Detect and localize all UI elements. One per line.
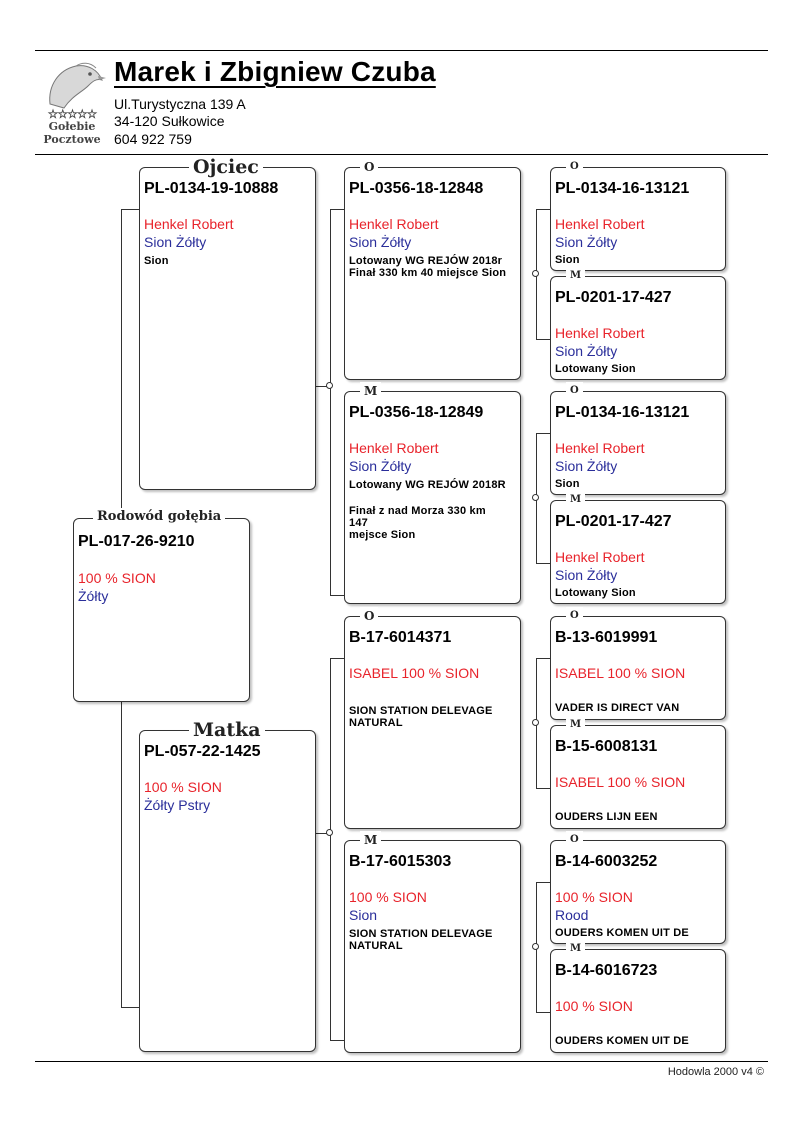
connector-mmm-stub	[536, 1012, 550, 1013]
fmf-breeder: Henkel Robert	[555, 440, 645, 456]
fmm-ring: PL-0201-17-427	[555, 513, 672, 530]
fm-color: Sion Żółty	[349, 458, 412, 474]
connector-mff-stub	[536, 658, 550, 659]
mmf-breed: 100 % SION	[555, 889, 633, 905]
mfm-card	[550, 725, 726, 829]
pigeon-logo	[36, 56, 108, 148]
connector-mm-stub	[330, 1040, 344, 1041]
fm-label: M	[360, 382, 381, 400]
pedigree-label: Rodowód gołębia	[93, 508, 225, 526]
connector-ffm-stub	[536, 339, 550, 340]
connector-fm-stub	[330, 595, 344, 596]
connector-dot-mf	[532, 719, 539, 726]
ffm-ring: PL-0201-17-427	[555, 289, 672, 306]
mm-note1: SION STATION DELEVAGE	[349, 928, 493, 940]
ff-label: O	[360, 158, 378, 176]
fff-breeder: Henkel Robert	[555, 216, 645, 232]
connector-mmf-stub	[536, 882, 550, 883]
father-ring: PL-0134-19-10888	[144, 180, 279, 197]
ffm-note: Lotowany Sion	[555, 363, 636, 375]
subject-ring: PL-017-26-9210	[78, 533, 195, 550]
mmf-ring: B-14-6003252	[555, 853, 658, 870]
address-line2: 34-120 Sułkowice	[114, 113, 225, 129]
connector-fmm-stub	[536, 563, 550, 564]
header-top-rule	[35, 50, 768, 51]
fm-note1: Lotowany WG REJÓW 2018R	[349, 479, 506, 491]
fmf-card	[550, 391, 726, 495]
mmf-label: O	[566, 831, 583, 849]
ffm-breeder: Henkel Robert	[555, 325, 645, 341]
fmm-label: M	[566, 491, 585, 509]
connector-subject-father	[121, 209, 122, 520]
father-breeder: Henkel Robert	[144, 216, 234, 232]
logo-text-line2: Pocztowe	[43, 133, 101, 146]
mm-note2: NATURAL	[349, 940, 403, 952]
ff-breeder: Henkel Robert	[349, 216, 439, 232]
connector-fmf-stub	[536, 433, 550, 434]
connector-fff-stub	[536, 209, 550, 210]
connector-mf-stub	[330, 658, 344, 659]
mff-note: VADER IS DIRECT VAN	[555, 702, 680, 714]
fm-note4: mejsce Sion	[349, 529, 416, 541]
logo-text-line1: Gołebie	[48, 120, 96, 133]
mother-breed: 100 % SION	[144, 779, 222, 795]
mff-breed: ISABEL 100 % SION	[555, 665, 686, 681]
ffm-card	[550, 276, 726, 380]
fm-ring: PL-0356-18-12849	[349, 404, 484, 421]
mfm-breed: ISABEL 100 % SION	[555, 774, 686, 790]
mmf-card	[550, 840, 726, 944]
connector-ff-stub	[330, 209, 344, 210]
header-bottom-rule	[35, 154, 768, 155]
fff-color: Sion Żółty	[555, 234, 618, 250]
mmm-note: OUDERS KOMEN UIT DE	[555, 1035, 689, 1047]
mff-ring: B-13-6019991	[555, 629, 658, 646]
mff-label: O	[566, 607, 583, 625]
mmf-color: Rood	[555, 907, 589, 923]
software-credit: Hodowla 2000 v4 ©	[667, 1066, 764, 1078]
mf-breed: ISABEL 100 % SION	[349, 665, 480, 681]
mmm-ring: B-14-6016723	[555, 962, 658, 979]
fmf-note: Sion	[555, 478, 580, 490]
fff-label: O	[566, 158, 583, 176]
ff-ring: PL-0356-18-12848	[349, 180, 484, 197]
mm-ring: B-17-6015303	[349, 853, 452, 870]
mmf-note: OUDERS KOMEN UIT DE	[555, 927, 689, 939]
mfm-note: OUDERS LIJN EEN	[555, 811, 658, 823]
mf-ring: B-17-6014371	[349, 629, 452, 646]
subject-card	[73, 518, 250, 702]
fff-card	[550, 167, 726, 271]
father-label: Ojciec	[189, 158, 263, 176]
mm-breed: 100 % SION	[349, 889, 427, 905]
mm-color: Sion	[349, 907, 378, 923]
fm-card	[344, 391, 521, 604]
footer-rule	[35, 1061, 768, 1062]
mfm-label: M	[566, 716, 585, 734]
fmm-breeder: Henkel Robert	[555, 549, 645, 565]
father-color: Sion Żółty	[144, 234, 207, 250]
ff-card	[344, 167, 521, 380]
father-card	[139, 167, 316, 490]
fm-breeder: Henkel Robert	[349, 440, 439, 456]
fff-note: Sion	[555, 254, 580, 266]
mmm-breed: 100 % SION	[555, 998, 633, 1014]
fm-note2: Finał z nad Morza 330 km	[349, 505, 486, 517]
mf-note2: NATURAL	[349, 717, 403, 729]
mff-card	[550, 616, 726, 720]
fmm-color: Sion Żółty	[555, 567, 618, 583]
connector-dot-fm	[532, 494, 539, 501]
ff-note1: Lotowany WG REJÓW 2018r	[349, 255, 503, 267]
logo-stars: ☆☆☆☆☆	[47, 107, 97, 121]
fmm-note: Lotowany Sion	[555, 587, 636, 599]
connector-father-stub	[121, 209, 139, 210]
mmm-label: M	[566, 940, 585, 958]
mf-note1: SION STATION DELEVAGE	[349, 705, 493, 717]
fmf-ring: PL-0134-16-13121	[555, 404, 690, 421]
connector-mother-gp	[330, 658, 331, 1040]
fmf-label: O	[566, 382, 583, 400]
mother-label: Matka	[189, 721, 265, 739]
subject-color: Żółty	[78, 588, 109, 604]
fmf-color: Sion Żółty	[555, 458, 618, 474]
mother-ring: PL-057-22-1425	[144, 743, 261, 760]
connector-mfm-stub	[536, 788, 550, 789]
mf-card	[344, 616, 521, 829]
connector-dot-ff	[532, 270, 539, 277]
phone-number: 604 922 759	[114, 131, 192, 147]
fm-note3: 147	[349, 517, 368, 529]
father-note: Sion	[144, 255, 169, 267]
mmm-card	[550, 949, 726, 1053]
ff-note2: Finał 330 km 40 miejsce Sion	[349, 267, 507, 279]
ffm-color: Sion Żółty	[555, 343, 618, 359]
mother-card	[139, 730, 316, 1052]
connector-mother-stub	[121, 1007, 139, 1008]
mm-label: M	[360, 831, 381, 849]
connector-father-gp	[330, 209, 331, 595]
mm-card	[344, 840, 521, 1053]
connector-dot-mother	[326, 829, 333, 836]
owner-name: Marek i Zbigniew Czuba	[114, 56, 436, 87]
ffm-label: M	[566, 267, 585, 285]
connector-subject-mother	[121, 700, 122, 1007]
mfm-ring: B-15-6008131	[555, 738, 658, 755]
mf-label: O	[360, 607, 378, 625]
connector-dot-mm	[532, 943, 539, 950]
mother-color: Żółty Pstry	[144, 797, 211, 813]
fmm-card	[550, 500, 726, 604]
ff-color: Sion Żółty	[349, 234, 412, 250]
fff-ring: PL-0134-16-13121	[555, 180, 690, 197]
subject-breed: 100 % SION	[78, 570, 156, 586]
address-line1: Ul.Turystyczna 139 A	[114, 96, 246, 112]
connector-dot-father	[326, 382, 333, 389]
